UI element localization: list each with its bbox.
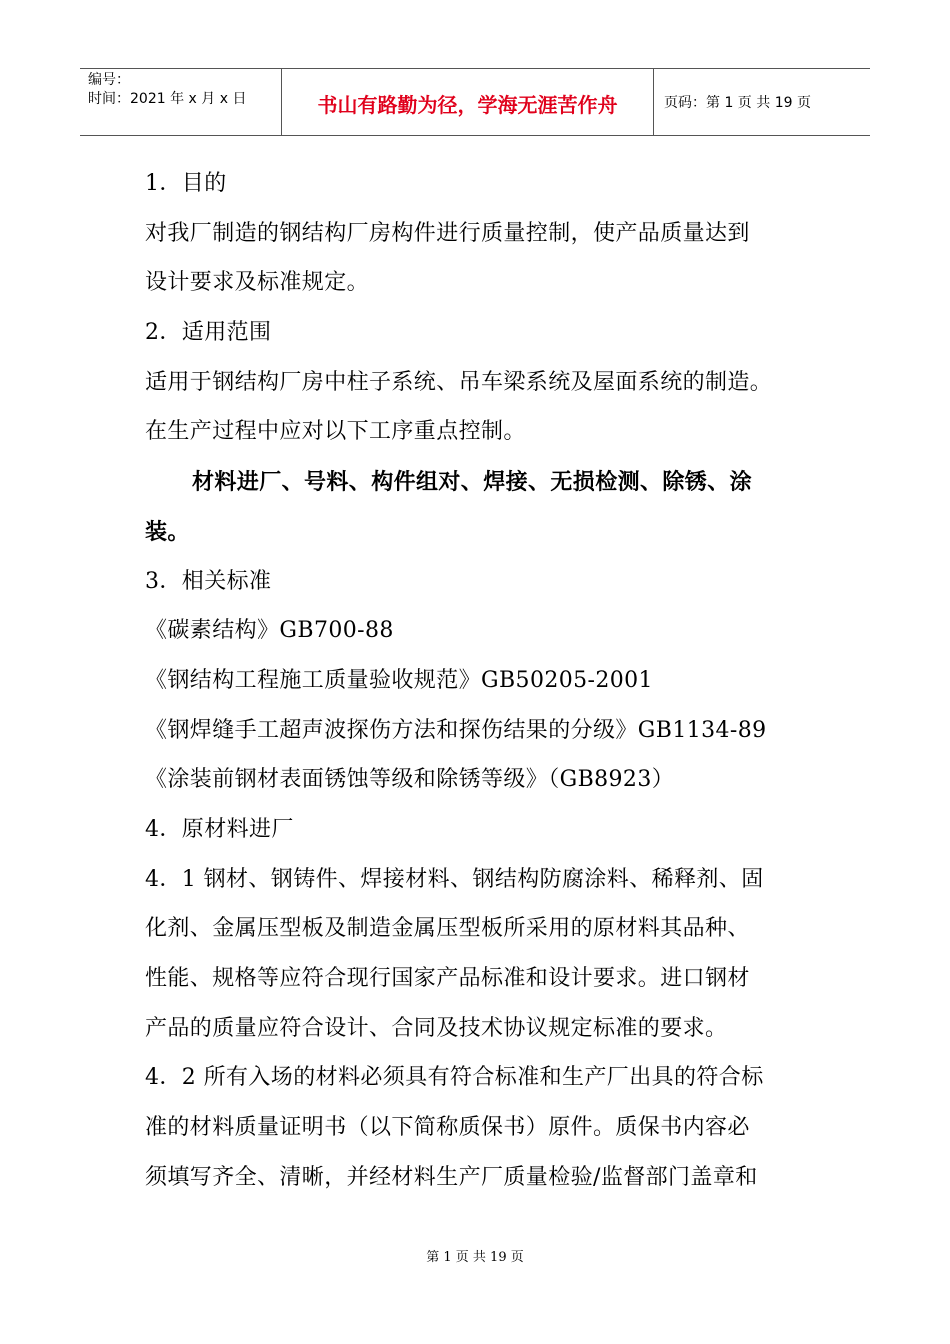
- paragraph-line: 在生产过程中应对以下工序重点控制。: [145, 419, 526, 445]
- header-meta-cell: [80, 69, 282, 135]
- paragraph-line: 4．2 所有入场的材料必须具有符合标准和生产厂出具的符合标: [145, 1065, 764, 1091]
- header-motto: 书山有路勤为径，学海无涯苦作舟: [282, 69, 654, 135]
- key-process-line: 材料进厂、号料、构件组对、焊接、无损检测、除锈、涂: [192, 469, 753, 496]
- paragraph-line: 对我厂制造的钢结构厂房构件进行质量控制，使产品质量达到: [145, 220, 750, 246]
- paragraph-line: 设计要求及标准规定。: [145, 270, 370, 296]
- key-process-line: 装。: [145, 518, 190, 545]
- section-heading: 2．适用范围: [145, 320, 272, 346]
- section-heading: 3．相关标准: [145, 568, 272, 594]
- paragraph-line: 产品的质量应符合设计、合同及技术协议规定标准的要求。: [145, 1015, 728, 1041]
- paragraph-line: 4．1 钢材、钢铸件、焊接材料、钢结构防腐涂料、稀释剂、固: [145, 866, 764, 892]
- paragraph-line: 须填写齐全、清晰，并经材料生产厂质量检验/监督部门盖章和: [145, 1164, 758, 1190]
- section-heading: 4．原材料进厂: [145, 816, 294, 842]
- paragraph-line: 适用于钢结构厂房中柱子系统、吊车梁系统及屋面系统的制造。: [145, 369, 773, 395]
- document-date: 时间：2021 年 x 月 x 日: [88, 91, 247, 107]
- document-number-label: 编号：: [88, 72, 130, 88]
- paragraph-line: 准的材料质量证明书（以下简称质保书）原件。质保书内容必: [145, 1115, 750, 1141]
- paragraph-line: 性能、规格等应符合现行国家产品标准和设计要求。进口钢材: [145, 966, 750, 991]
- standard-reference: 《钢结构工程施工质量验收规范》GB50205-2001: [145, 667, 653, 693]
- header-page-number: 页码：第 1 页 共 19 页: [664, 95, 811, 111]
- standard-reference: 《钢焊缝手工超声波探伤方法和探伤结果的分级》GB1134-89: [145, 717, 767, 743]
- document-header: [80, 68, 870, 136]
- standard-reference: 《碳素结构》GB700-88: [145, 618, 394, 644]
- paragraph-line: 化剂、金属压型板及制造金属压型板所采用的原材料其品种、: [145, 916, 750, 942]
- standard-reference: 《涂装前钢材表面锈蚀等级和除锈等级》（GB8923）: [145, 767, 675, 793]
- page-footer: 第 1 页 共 19 页: [426, 1250, 524, 1265]
- document-body: [145, 164, 825, 1207]
- section-heading: 1．目的: [145, 171, 227, 196]
